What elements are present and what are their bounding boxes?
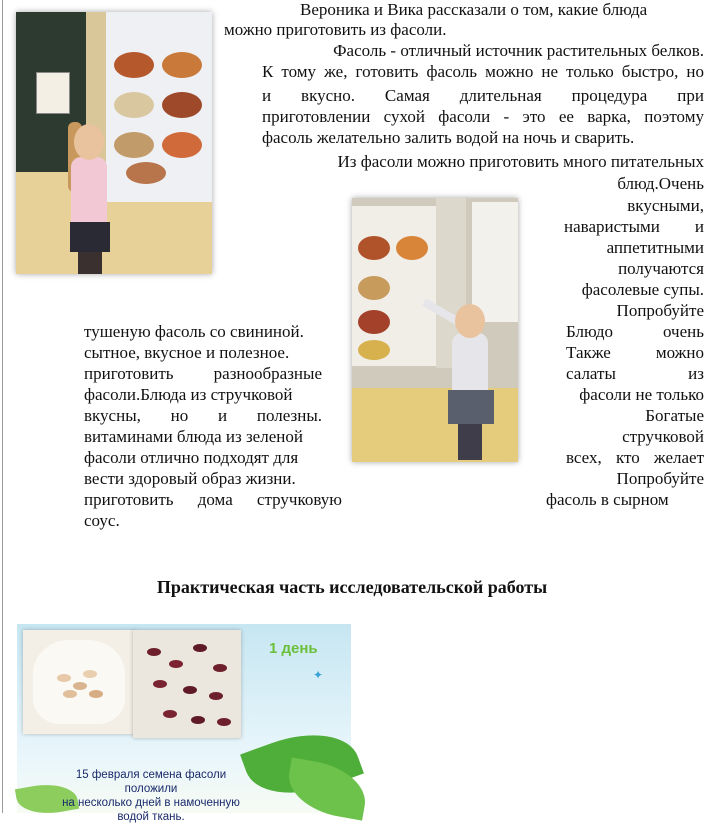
girl-skirt [448, 390, 494, 424]
wrap-left-3: приготовить разнообразные [84, 364, 322, 383]
caption-line-1: 15 февраля семена фасоли положили [75, 769, 227, 795]
day-label: 1 день [269, 640, 318, 657]
butterfly-icon: ✦ [313, 668, 324, 682]
protein-line-4: приготовлении сухой фасоли - это ее варка, поэтому [262, 107, 704, 126]
wrap-right-3: салаты из [566, 364, 704, 383]
protein-line-1: Фасоль - отличный источник растительных белков. [333, 41, 704, 60]
dishes-right-5: получаются [618, 259, 704, 278]
wrap-right-1: Блюдо очень [566, 322, 704, 341]
projector-screen [106, 12, 212, 202]
wrap-right-4: фасоли не только [579, 385, 704, 404]
paragraph-intro [224, 0, 704, 41]
wrap-right-2: Также можно [566, 343, 704, 362]
protein-line-3: и вкусно. Самая длительная процедура при [262, 86, 704, 105]
wrap-left-9: приготовить дома стручковую [84, 490, 342, 509]
girl-body [452, 333, 488, 393]
page-left-rule [2, 0, 3, 813]
slide-day-one [17, 624, 351, 823]
photo-girl-at-board [16, 12, 212, 274]
dishes-right-1: блюд.Очень [617, 174, 704, 193]
photo-beans-in-bag [23, 630, 135, 734]
girl-head [455, 304, 485, 338]
intro-line-2: можно приготовить из фасоли. [224, 20, 447, 40]
girl-legs [458, 424, 482, 460]
wrap-right-9: фасоль в сырном [546, 490, 669, 509]
protein-line-2: К тому же, готовить фасоль можно не только быстро, но [262, 62, 704, 81]
wrap-left-8: вести здоровый образ жизни. [84, 469, 296, 488]
wrap-left-1: тушеную фасоль со свининой. [84, 322, 304, 341]
caption-line-3: водой ткань. [117, 811, 185, 823]
wrap-right-8: Попробуйте [616, 469, 704, 488]
girl-legs [78, 252, 102, 274]
wrap-left-2: сытное, вкусное и полезное. [84, 343, 290, 362]
girl-body [71, 157, 107, 227]
wrap-left-6: витаминами блюда из зеленой [84, 427, 303, 446]
wrap-right-5: Богатые [645, 406, 704, 425]
dishes-right-7: Попробуйте [616, 301, 704, 320]
dishes-right-3: наваристыми и [564, 217, 704, 236]
dishes-line-1: Из фасоли можно приготовить много питательных [337, 152, 704, 171]
alphabet-chart [472, 202, 518, 322]
caption-line-2: на несколько дней в намоченную [62, 797, 240, 809]
dishes-right-6: фасолевые супы. [581, 280, 704, 299]
photo-red-beans [133, 630, 241, 738]
projector-screen [352, 206, 436, 366]
girl-head [74, 124, 104, 160]
wrap-left-10: соус. [84, 511, 120, 530]
dishes-right-4: аппетитными [606, 238, 704, 257]
girl-skirt [70, 222, 110, 252]
intro-line-1: Вероника и Вика рассказали о том, какие блюда [300, 0, 648, 19]
protein-line-5: фасоль желательно залить водой на ночь и сварить. [262, 128, 635, 147]
section-heading: Практическая часть исследовательской работы [156, 577, 548, 597]
wrap-left-4: фасоли.Блюда из стручковой [84, 385, 293, 404]
wrap-left-5: вкусны, но и полезны. [84, 406, 322, 425]
photo-girl-pointing [352, 198, 518, 462]
wrap-left-7: фасоли отлично подходят для [84, 448, 299, 467]
dishes-right-2: вкусными, [627, 196, 704, 215]
wrap-right-6: стручковой [622, 427, 704, 446]
wall-poster [36, 72, 70, 114]
wrap-right-7: всех, кто желает [566, 448, 704, 467]
slide-caption [51, 768, 251, 824]
